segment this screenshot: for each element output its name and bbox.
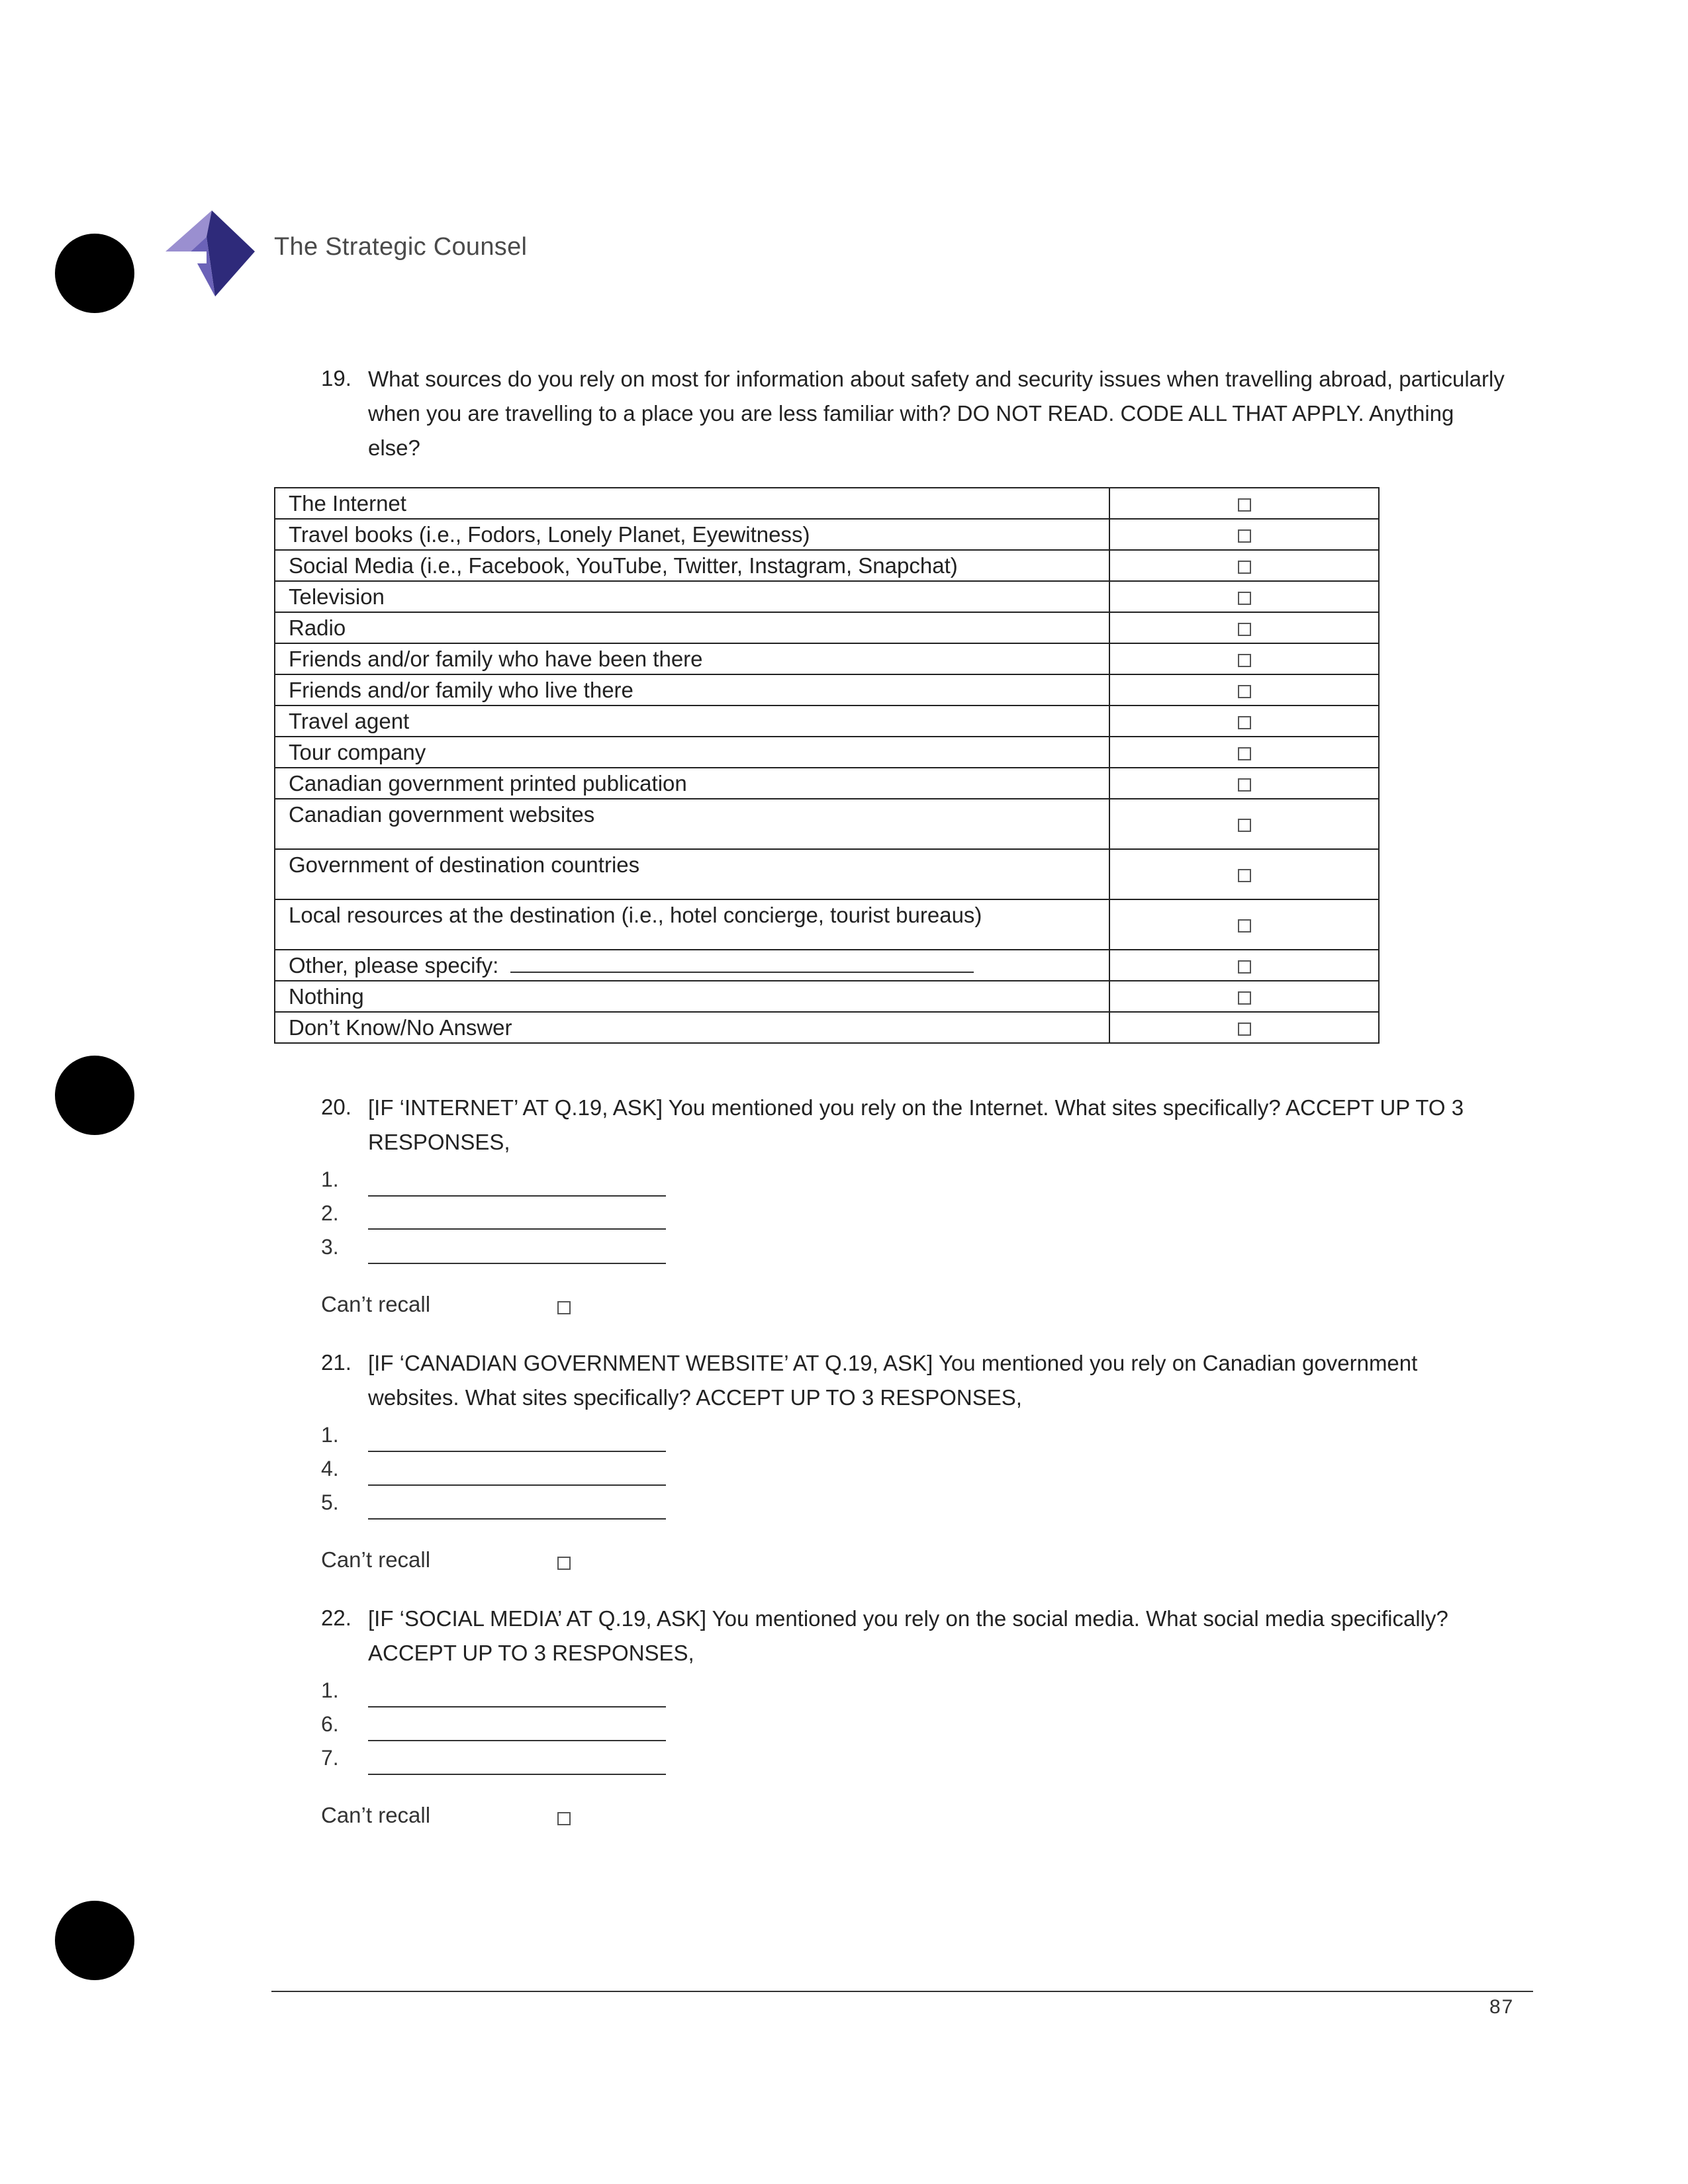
option-label: The Internet (275, 488, 1109, 519)
option-checkbox-cell (1109, 1012, 1379, 1043)
specify-input-line[interactable] (510, 953, 974, 973)
table-row (275, 737, 1379, 768)
option-checkbox-cell (1109, 643, 1379, 674)
table-row (275, 768, 1379, 799)
checkbox[interactable] (1238, 498, 1251, 512)
table-row (275, 981, 1379, 1012)
table-row (275, 612, 1379, 643)
answer-line[interactable] (368, 1706, 666, 1707)
checkbox[interactable] (1238, 685, 1251, 698)
option-label: Canadian government printed publication (275, 768, 1109, 799)
option-checkbox-cell (1109, 950, 1379, 981)
option-checkbox-cell (1109, 705, 1379, 737)
option-checkbox-cell (1109, 737, 1379, 768)
checkbox[interactable] (1238, 561, 1251, 574)
binder-hole (55, 1901, 134, 1980)
checkbox[interactable] (1238, 716, 1251, 729)
cant-recall-label: Can’t recall (321, 1803, 431, 1827)
option-label: Travel agent (275, 705, 1109, 737)
table-row (275, 519, 1379, 550)
option-label: Government of destination countries (275, 849, 1109, 899)
checkbox[interactable] (1238, 623, 1251, 636)
question-number: 21. (321, 1350, 352, 1375)
checkbox[interactable] (1238, 869, 1251, 882)
option-checkbox-cell (1109, 488, 1379, 519)
binder-hole (55, 234, 134, 313)
answer-number: 3. (321, 1235, 339, 1259)
table-row (275, 1012, 1379, 1043)
option-label: Radio (275, 612, 1109, 643)
option-label: Friends and/or family who have been there (275, 643, 1109, 674)
checkbox[interactable] (1238, 778, 1251, 792)
option-label: Social Media (i.e., Facebook, YouTube, Twitter, Instagram, Snapchat) (275, 550, 1109, 581)
table-row (275, 674, 1379, 705)
checkbox[interactable] (1238, 592, 1251, 605)
question-text: What sources do you rely on most for information about safety and security issues when travelling abroad, particularly when you are travelling to a place you are less familiar with? DO NOT READ. CODE ALL THAT APPLY. Anything else? (368, 367, 1505, 460)
option-label: Other, please specify: (289, 953, 499, 978)
table-row (275, 799, 1379, 849)
cant-recall-checkbox[interactable] (557, 1812, 571, 1825)
answer-line[interactable] (368, 1228, 666, 1230)
answer-line[interactable] (368, 1774, 666, 1775)
diamond-arrow-logo-icon (165, 210, 255, 296)
cant-recall-checkbox[interactable] (557, 1301, 571, 1314)
checkbox[interactable] (1238, 1023, 1251, 1036)
table-row (275, 899, 1379, 950)
question-number: 20. (321, 1095, 352, 1119)
answer-number: 2. (321, 1201, 339, 1225)
checkbox[interactable] (1238, 960, 1251, 974)
footer-rule (271, 1991, 1533, 1992)
answer-number: 7. (321, 1746, 339, 1770)
option-checkbox-cell (1109, 581, 1379, 612)
checkbox[interactable] (1238, 819, 1251, 832)
option-checkbox-cell (1109, 799, 1379, 849)
option-checkbox-cell (1109, 519, 1379, 550)
checkbox[interactable] (1238, 529, 1251, 543)
table-row (275, 581, 1379, 612)
checkbox[interactable] (1238, 919, 1251, 933)
option-checkbox-cell (1109, 612, 1379, 643)
checkbox[interactable] (1238, 747, 1251, 760)
checkbox[interactable] (1238, 991, 1251, 1005)
table-row (275, 950, 1379, 981)
option-checkbox-cell (1109, 550, 1379, 581)
option-label: Travel books (i.e., Fodors, Lonely Planet, Eyewitness) (275, 519, 1109, 550)
brand-name: The Strategic Counsel (274, 233, 528, 261)
option-label: Television (275, 581, 1109, 612)
table-row (275, 643, 1379, 674)
binder-hole (55, 1056, 134, 1135)
answer-line[interactable] (368, 1195, 666, 1197)
table-row (275, 488, 1379, 519)
table-row (275, 550, 1379, 581)
question-number: 22. (321, 1606, 352, 1630)
option-label: Nothing (275, 981, 1109, 1012)
answer-number: 1. (321, 1678, 339, 1702)
cant-recall-label: Can’t recall (321, 1547, 431, 1572)
answer-line[interactable] (368, 1484, 666, 1486)
option-checkbox-cell (1109, 768, 1379, 799)
question-number: 19. (321, 366, 352, 390)
option-checkbox-cell (1109, 981, 1379, 1012)
answer-number: 4. (321, 1457, 339, 1480)
option-checkbox-cell (1109, 849, 1379, 899)
answer-line[interactable] (368, 1740, 666, 1741)
answer-line[interactable] (368, 1263, 666, 1264)
answer-line[interactable] (368, 1518, 666, 1520)
option-checkbox-cell (1109, 899, 1379, 950)
option-label: Don’t Know/No Answer (275, 1012, 1109, 1043)
question-text: [IF ‘CANADIAN GOVERNMENT WEBSITE’ AT Q.19, ASK] You mentioned you rely on Canadian government websites. What sites specifically? ACCEPT UP TO 3 RESPONSES, (368, 1351, 1418, 1410)
answer-number: 1. (321, 1167, 339, 1191)
answer-number: 1. (321, 1423, 339, 1447)
cant-recall-label: Can’t recall (321, 1292, 431, 1316)
sources-table (274, 487, 1380, 1044)
option-label: Local resources at the destination (i.e., hotel concierge, tourist bureaus) (275, 899, 1109, 950)
checkbox[interactable] (1238, 654, 1251, 667)
option-label: Canadian government websites (275, 799, 1109, 849)
table-row (275, 849, 1379, 899)
option-checkbox-cell (1109, 674, 1379, 705)
answer-line[interactable] (368, 1451, 666, 1452)
answer-number: 6. (321, 1712, 339, 1736)
option-label-other (275, 950, 1109, 981)
answer-number: 5. (321, 1490, 339, 1514)
table-row (275, 705, 1379, 737)
option-label: Tour company (275, 737, 1109, 768)
question-text: [IF ‘INTERNET’ AT Q.19, ASK] You mentioned you rely on the Internet. What sites specifically? ACCEPT UP TO 3 RESPONSES, (368, 1095, 1464, 1154)
question-text: [IF ‘SOCIAL MEDIA’ AT Q.19, ASK] You mentioned you rely on the social media. What social media specifically? ACCEPT UP TO 3 RESPONSES, (368, 1606, 1448, 1665)
option-label: Friends and/or family who live there (275, 674, 1109, 705)
page-number: 87 (1489, 1996, 1515, 2018)
cant-recall-checkbox[interactable] (557, 1557, 571, 1570)
